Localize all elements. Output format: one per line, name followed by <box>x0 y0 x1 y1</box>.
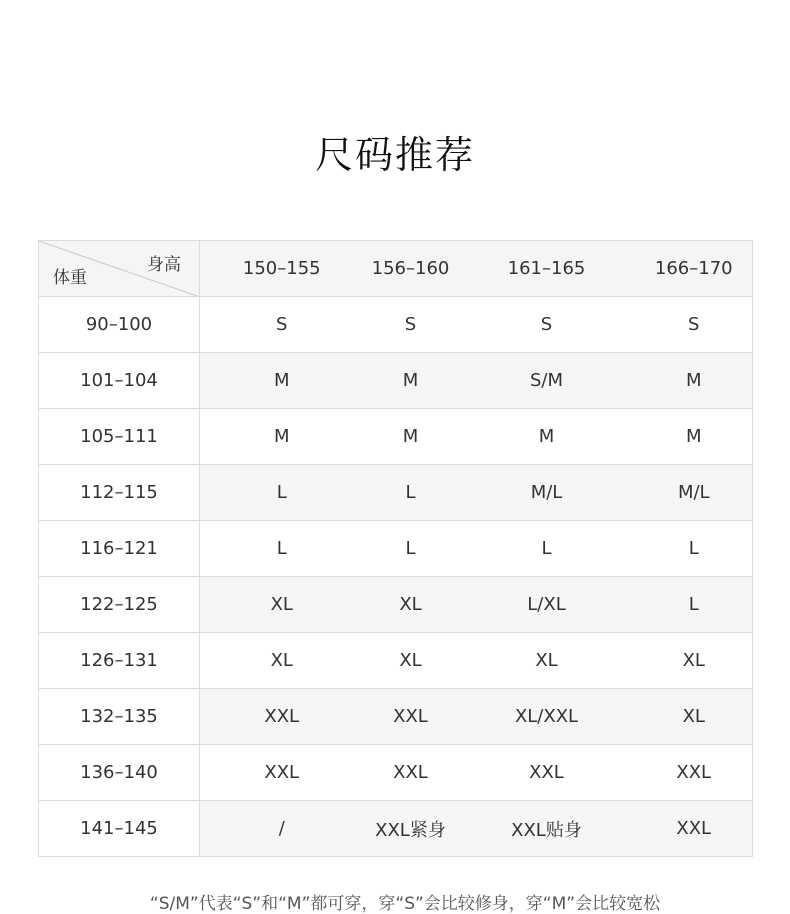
weight-range-cell: 141–145 <box>39 801 200 857</box>
size-cell: L <box>200 521 364 577</box>
size-chart-table <box>38 240 753 857</box>
weight-range-cell: 132–135 <box>39 689 200 745</box>
table-row <box>39 297 753 353</box>
size-cell: M/L <box>636 465 753 521</box>
table-row <box>39 409 753 465</box>
table-row <box>39 689 753 745</box>
size-cell: XL <box>364 633 458 689</box>
size-cell: M <box>364 353 458 409</box>
size-cell: XL <box>636 633 753 689</box>
weight-axis-label: 体重 <box>53 268 87 288</box>
size-cell: XXL <box>636 801 753 857</box>
size-cell: XXL紧身 <box>364 801 458 857</box>
corner-header-cell <box>39 241 200 297</box>
size-cell: M <box>200 409 364 465</box>
size-cell: S <box>200 297 364 353</box>
size-cell: S <box>636 297 753 353</box>
table-row <box>39 633 753 689</box>
size-cell: M <box>364 409 458 465</box>
size-cell: M <box>636 409 753 465</box>
height-column-header: 161–165 <box>458 241 636 297</box>
weight-range-cell: 112–115 <box>39 465 200 521</box>
table-row <box>39 521 753 577</box>
table-row <box>39 577 753 633</box>
size-cell: M <box>458 409 636 465</box>
table-row <box>39 465 753 521</box>
size-cell: L <box>458 521 636 577</box>
size-cell: L <box>636 577 753 633</box>
weight-range-cell: 126–131 <box>39 633 200 689</box>
size-cell: XXL <box>200 689 364 745</box>
size-cell: S <box>458 297 636 353</box>
table-row <box>39 801 753 857</box>
size-cell: XL <box>200 577 364 633</box>
size-cell: L <box>364 521 458 577</box>
size-cell: L <box>200 465 364 521</box>
size-cell: XXL <box>458 745 636 801</box>
size-cell: XL <box>364 577 458 633</box>
size-cell: XL/XXL <box>458 689 636 745</box>
weight-range-cell: 116–121 <box>39 521 200 577</box>
size-cell: S <box>364 297 458 353</box>
height-axis-label: 身高 <box>147 255 181 275</box>
table-header-row <box>39 241 753 297</box>
weight-range-cell: 122–125 <box>39 577 200 633</box>
size-cell: XXL贴身 <box>458 801 636 857</box>
page-title: 尺码推荐 <box>314 133 475 177</box>
size-cell: S/M <box>458 353 636 409</box>
weight-range-cell: 105–111 <box>39 409 200 465</box>
weight-range-cell: 101–104 <box>39 353 200 409</box>
table-row <box>39 353 753 409</box>
size-cell: XXL <box>364 745 458 801</box>
size-cell: M <box>636 353 753 409</box>
height-column-header: 156–160 <box>364 241 458 297</box>
size-cell: XXL <box>636 745 753 801</box>
size-cell: XL <box>636 689 753 745</box>
size-footnote: “S/M”代表“S”和“M”都可穿，穿“S”会比较修身，穿“M”会比较宽松 <box>149 894 661 914</box>
size-cell: L <box>364 465 458 521</box>
size-cell: / <box>200 801 364 857</box>
weight-range-cell: 90–100 <box>39 297 200 353</box>
height-column-header: 166–170 <box>636 241 753 297</box>
height-column-header: 150–155 <box>200 241 364 297</box>
size-cell: L <box>636 521 753 577</box>
size-cell: XXL <box>364 689 458 745</box>
size-cell: XXL <box>200 745 364 801</box>
size-cell: XL <box>200 633 364 689</box>
size-cell: L/XL <box>458 577 636 633</box>
weight-range-cell: 136–140 <box>39 745 200 801</box>
table-row <box>39 745 753 801</box>
size-cell: M <box>200 353 364 409</box>
size-cell: XL <box>458 633 636 689</box>
size-cell: M/L <box>458 465 636 521</box>
